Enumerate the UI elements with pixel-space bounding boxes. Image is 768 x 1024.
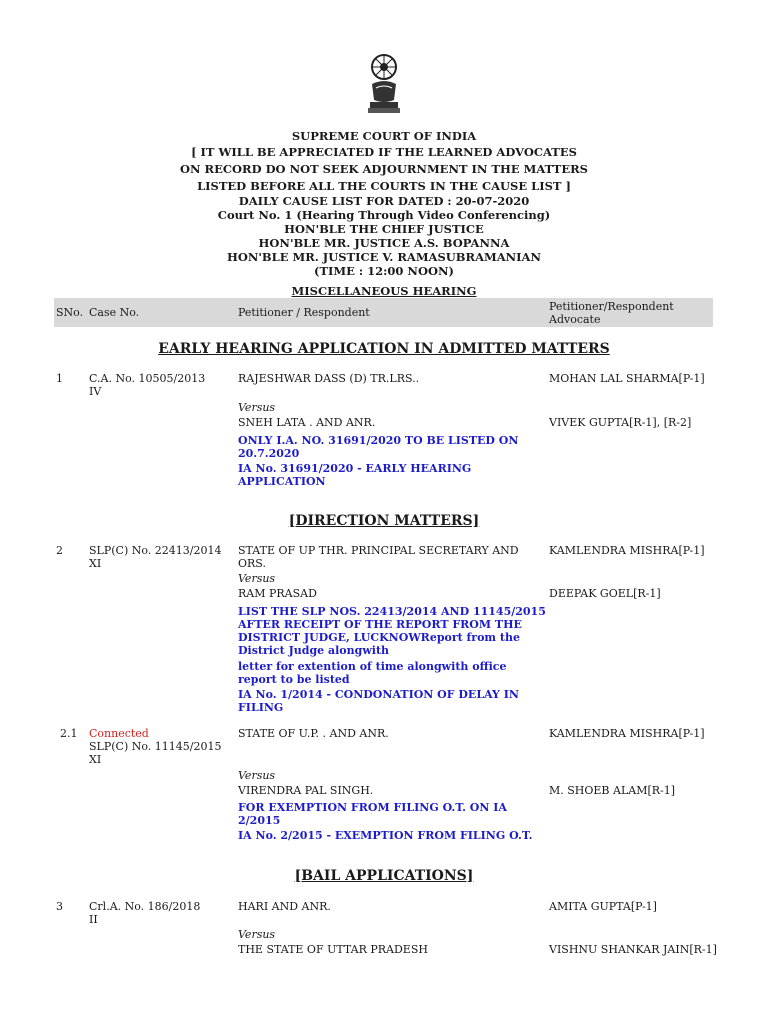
respondent: RAM PRASAD [238, 587, 317, 600]
court-number: Court No. 1 (Hearing Through Video Conferencing) [217, 208, 551, 222]
item-sno: 2 [56, 544, 63, 557]
listing-note: 2/2015 [238, 814, 281, 827]
case-item-code: XI [89, 753, 102, 766]
item-sno: 3 [56, 900, 63, 913]
petitioner: STATE OF UP THR. PRINCIPAL SECRETARY AND [238, 544, 519, 557]
listing-note: IA No. 2/2015 - EXEMPTION FROM FILING O.T. [238, 829, 533, 842]
respondent: SNEH LATA . AND ANR. [238, 416, 376, 429]
respondent-advocate: DEEPAK GOEL[R-1] [549, 587, 661, 600]
listing-note: FILING [238, 701, 284, 714]
listing-note: District Judge alongwith [238, 644, 390, 657]
section-title: [BAIL APPLICATIONS] [294, 868, 474, 884]
listing-note: IA No. 31691/2020 - EARLY HEARING [238, 462, 472, 475]
item-sno: 1 [56, 372, 63, 385]
petitioner: HARI AND ANR. [238, 900, 331, 913]
petitioner: RAJESHWAR DASS (D) TR.LRS.. [238, 372, 420, 385]
notice-line-3: LISTED BEFORE ALL THE COURTS IN THE CAUSE LIST ] [197, 179, 571, 193]
bench-judge-2: HON'BLE MR. JUSTICE A.S. BOPANNA [258, 236, 510, 250]
listing-note: DISTRICT JUDGE, LUCKNOWReport from the [238, 631, 520, 644]
case-number: SLP(C) No. 22413/2014 [89, 544, 222, 557]
listing-note: LIST THE SLP NOS. 22413/2014 AND 11145/2015 [238, 605, 546, 618]
listing-note: IA No. 1/2014 - CONDONATION OF DELAY IN [238, 688, 519, 701]
col-case-no: Case No. [89, 306, 140, 319]
case-number: Crl.A. No. 186/2018 [89, 900, 201, 913]
section-title: EARLY HEARING APPLICATION IN ADMITTED MATTERS [158, 341, 610, 357]
versus-label: Versus [238, 401, 276, 414]
notice-line-1: [ IT WILL BE APPRECIATED IF THE LEARNED ADVOCATES [191, 145, 577, 159]
petitioner-advocate: KAMLENDRA MISHRA[P-1] [549, 727, 705, 740]
listing-note: letter for extention of time alongwith office [238, 660, 507, 673]
cause-list-date: DAILY CAUSE LIST FOR DATED : 20-07-2020 [238, 194, 530, 208]
listing-note: report to be listed [238, 673, 350, 686]
petitioner: ORS. [238, 557, 266, 570]
listing-note: APPLICATION [238, 475, 326, 488]
petitioner-advocate: MOHAN LAL SHARMA[P-1] [549, 372, 705, 385]
respondent: VIRENDRA PAL SINGH. [238, 784, 374, 797]
case-number: C.A. No. 10505/2013 [89, 372, 206, 385]
col-sno: SNo. [56, 306, 84, 319]
hearing-type: MISCELLANEOUS HEARING [291, 284, 477, 298]
col-parties: Petitioner / Respondent [238, 306, 370, 319]
case-item-code: IV [89, 385, 102, 398]
bench-judge-1: HON'BLE THE CHIEF JUSTICE [284, 222, 484, 236]
hearing-time: (TIME : 12:00 NOON) [314, 264, 454, 278]
notice-line-2: ON RECORD DO NOT SEEK ADJOURNMENT IN THE MATTERS [180, 162, 588, 176]
item-sno: 2.1 [60, 727, 78, 740]
col-advocate-1: Petitioner/Respondent [549, 300, 674, 313]
case-number: SLP(C) No. 11145/2015 [89, 740, 222, 753]
versus-label: Versus [238, 769, 276, 782]
petitioner-advocate: AMITA GUPTA[P-1] [549, 900, 657, 913]
listing-note: ONLY I.A. NO. 31691/2020 TO BE LISTED ON [238, 434, 519, 447]
case-item-code: II [89, 913, 98, 926]
case-item-code: XI [89, 557, 102, 570]
table-header [54, 298, 713, 327]
listing-note: FOR EXEMPTION FROM FILING O.T. ON IA [238, 801, 507, 814]
petitioner-advocate: KAMLENDRA MISHRA[P-1] [549, 544, 705, 557]
court-name: SUPREME COURT OF INDIA [291, 129, 477, 143]
listing-note: AFTER RECEIPT OF THE REPORT FROM THE [238, 618, 522, 631]
petitioner: STATE OF U.P. . AND ANR. [238, 727, 389, 740]
listing-note: 20.7.2020 [238, 447, 300, 460]
state-emblem-icon [362, 50, 406, 122]
section-title: [DIRECTION MATTERS] [288, 513, 480, 529]
respondent: THE STATE OF UTTAR PRADESH [238, 943, 428, 956]
respondent-advocate: VISHNU SHANKAR JAIN[R-1] [549, 943, 717, 956]
col-advocate-2: Advocate [549, 313, 601, 326]
bench-judge-3: HON'BLE MR. JUSTICE V. RAMASUBRAMANIAN [227, 250, 541, 264]
versus-label: Versus [238, 572, 276, 585]
connected-label: Connected [89, 727, 149, 740]
versus-label: Versus [238, 928, 276, 941]
respondent-advocate: VIVEK GUPTA[R-1], [R-2] [549, 416, 692, 429]
respondent-advocate: M. SHOEB ALAM[R-1] [549, 784, 676, 797]
